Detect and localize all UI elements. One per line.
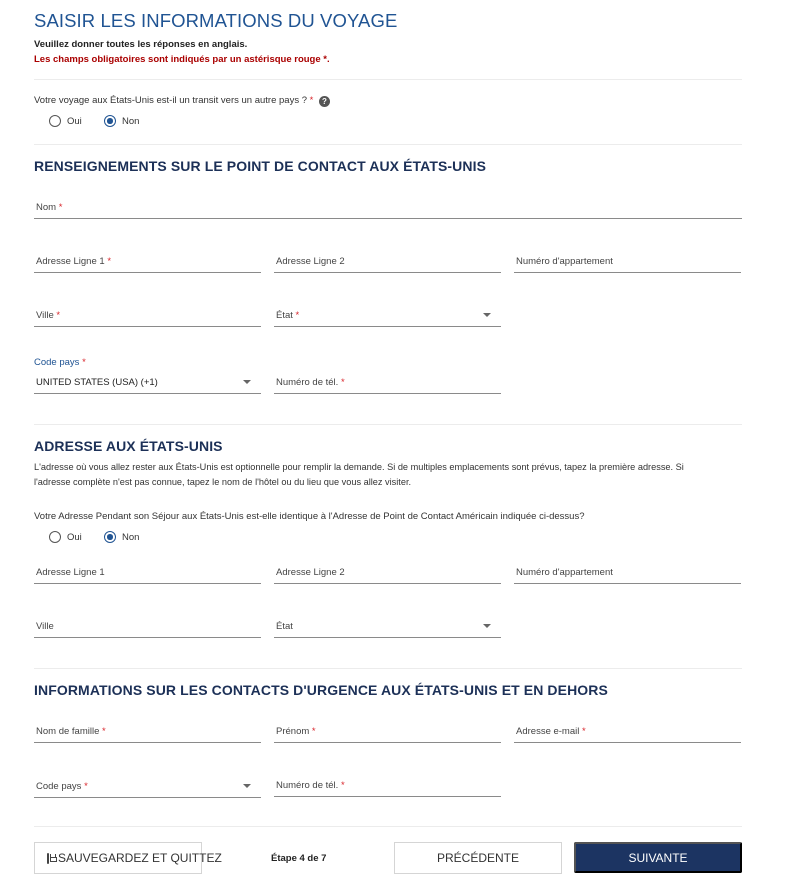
us-city-input[interactable] <box>34 618 261 638</box>
transit-radio-non[interactable] <box>104 115 139 127</box>
required-asterisk: * <box>309 95 314 106</box>
emergency-email-input[interactable] <box>514 723 741 743</box>
step-indicator: Étape 4 de 7 <box>271 853 327 864</box>
radio-label: Non <box>122 115 140 127</box>
transit-question <box>34 95 330 107</box>
same-address-radio-oui[interactable] <box>49 531 82 543</box>
field-label: Adresse e-mail * <box>516 726 586 737</box>
field-label: Numéro de tél. * <box>276 780 345 791</box>
field-label: Prénom * <box>276 726 316 737</box>
emergency-section-title: INFORMATIONS SUR LES CONTACTS D'URGENCE AUX ÉTATS-UNIS ET EN DEHORS <box>34 682 608 698</box>
radio-label: Non <box>122 531 140 543</box>
contact-city-input[interactable] <box>34 307 261 327</box>
field-label: Ville <box>36 621 54 632</box>
transit-radio-oui[interactable] <box>49 115 82 127</box>
field-label: Adresse Ligne 1 * <box>36 256 112 267</box>
transit-question-text: Votre voyage aux États-Unis est-il un transit vers un autre pays ? <box>34 95 307 106</box>
contact-apartment-input[interactable] <box>514 253 741 273</box>
divider <box>34 424 742 425</box>
field-label: Numéro d'appartement <box>516 256 613 267</box>
emergency-first-name-input[interactable] <box>274 723 501 743</box>
field-label: Numéro de tél. * <box>276 377 345 388</box>
radio-label: Oui <box>67 531 82 543</box>
floppy-disk-icon <box>47 853 49 864</box>
divider <box>34 144 742 145</box>
required-notice: Les champs obligatoires sont indiqués par un astérisque rouge *. <box>34 54 330 65</box>
us-apartment-input[interactable] <box>514 564 741 584</box>
divider <box>34 79 742 80</box>
dropdown-arrow-icon <box>483 313 491 317</box>
field-label: État * <box>276 310 300 321</box>
contact-name-input[interactable] <box>34 199 742 219</box>
emergency-last-name-input[interactable] <box>34 723 261 743</box>
contact-phone-input[interactable] <box>274 374 501 394</box>
contact-section-title: RENSEIGNEMENTS SUR LE POINT DE CONTACT AUX ÉTATS-UNIS <box>34 158 487 174</box>
contact-address2-input[interactable] <box>274 253 501 273</box>
field-label: Adresse Ligne 2 <box>276 567 345 578</box>
divider <box>34 668 742 669</box>
radio-checked-icon[interactable] <box>104 115 116 127</box>
field-label: Numéro d'appartement <box>516 567 613 578</box>
field-label: Code pays * <box>36 781 88 792</box>
english-notice: Veuillez donner toutes les réponses en anglais. <box>34 39 248 50</box>
same-address-radio-non[interactable] <box>104 531 139 543</box>
save-label: SAUVEGARDEZ ET QUITTEZ <box>58 851 222 865</box>
us-address1-input[interactable] <box>34 564 261 584</box>
radio-checked-icon[interactable] <box>104 531 116 543</box>
us-state-select[interactable] <box>274 618 501 638</box>
dropdown-arrow-icon <box>483 624 491 628</box>
select-value: UNITED STATES (USA) (+1) <box>36 377 158 388</box>
contact-country-code-select[interactable] <box>34 374 261 394</box>
field-label: Adresse Ligne 2 <box>276 256 345 267</box>
us-address2-input[interactable] <box>274 564 501 584</box>
save-and-quit-button[interactable] <box>34 842 222 874</box>
dropdown-arrow-icon <box>243 380 251 384</box>
page-title: SAISIR LES INFORMATIONS DU VOYAGE <box>34 10 398 31</box>
field-label: Adresse Ligne 1 <box>36 567 105 578</box>
us-address-section-title: ADRESSE AUX ÉTATS-UNIS <box>34 438 223 454</box>
contact-address1-input[interactable] <box>34 253 261 273</box>
previous-button[interactable]: PRÉCÉDENTE <box>394 842 562 874</box>
help-icon[interactable]: ? <box>319 96 330 107</box>
emergency-country-code-select[interactable] <box>34 778 261 798</box>
us-address-description: L'adresse où vous allez rester aux États-Unis est optionnelle pour remplir la demande. Si de multiples emplacements sont prévus, tapez la première adresse. Si l'adresse complète n'est pas connue, tapez le nom de l'hôtel ou du lieu que vous allez visiter. <box>34 462 684 487</box>
contact-state-select[interactable] <box>274 307 501 327</box>
next-button[interactable]: SUIVANTE <box>574 842 742 873</box>
country-code-label: Code pays * <box>34 357 86 368</box>
radio-unchecked-icon[interactable] <box>49 115 61 127</box>
field-label: Nom de famille * <box>36 726 106 737</box>
field-label: État <box>276 621 293 632</box>
field-label: Ville * <box>36 310 61 321</box>
emergency-phone-input[interactable] <box>274 777 501 797</box>
radio-label: Oui <box>67 115 82 127</box>
divider <box>34 826 742 827</box>
dropdown-arrow-icon <box>243 784 251 788</box>
field-label: Nom * <box>36 202 63 213</box>
radio-unchecked-icon[interactable] <box>49 531 61 543</box>
same-address-question: Votre Adresse Pendant son Séjour aux États-Unis est-elle identique à l'Adresse de Point de Contact Américain indiquée ci-dessus? <box>34 511 585 522</box>
